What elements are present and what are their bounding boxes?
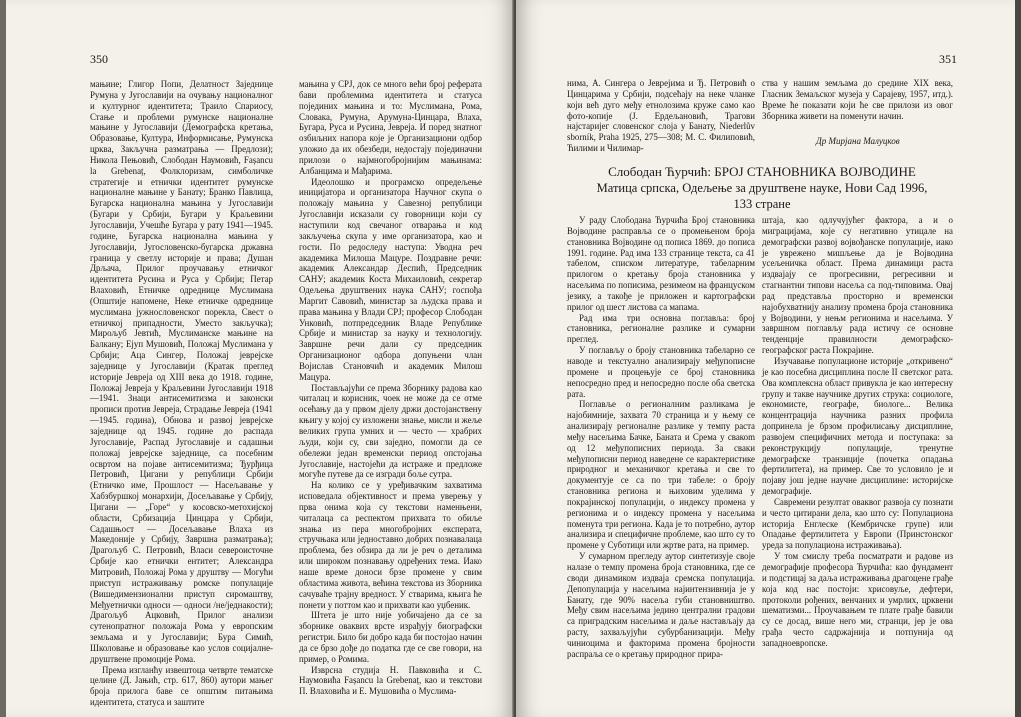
paragraph: Изврсна студија Н. Павковића и С. Наумовића Fașancu la Grebenaț, као и текстови П. Влаховића и Е. Мушовића о Муслима-: [299, 664, 482, 697]
paragraph: На колико се у уређивачким захватима исповедала објективност и према уверењу у прва онима која су текстови наменњени, читалаца са респектом прихвата то обиље знања из пера многобројних експерата, стручњака или једноставно добрих познавалаца проблема, без обзира да ли је реч о деталима или широком познавању одређених тема. Иако наше време доноси брзе промене у свим областима живота, већина текстова из Зборника сачуваће трајну вредност. У стварима, књига ће понети у поттом као и прихвати као уџбеник.: [299, 480, 482, 610]
paragraph: Штета је што није уобичајено да се за зборнике оваквих врсте израђују биографски регистри. Било би добро када би постојао начин да се брзо дође до податка где се све говори, на пример, о Ромима.: [299, 610, 482, 664]
left-column-2: [299, 79, 482, 697]
paragraph: Идеолошко и програмско опредељење иницијатора и организатора Научног скупа о положају мањина у Савезној републици Југославији исказали су говорници који су наступили код свечаног отварања и код закључења скупа у име организатора, као и гости. По редоследу наступа: Уводна реч академика Милоша Мацуре. Поздравне речи: академик Александар Деспић, Председник САНУ; академик Коста Михаиловић, секретар Одељења друштвених наука САНУ; госпођа Маргит Савовић, министар за људска права и права мањина у Влади СРЈ; професор Слободан Унковић, потпредседник Владе Републике Србије и министар за науку и технологију. Завршне речи дали су председник Организационог одбора допуњени члан Војислав Становчић и академик Милош Мацура.: [299, 176, 482, 382]
page-number-left: 350: [90, 52, 108, 66]
paragraph: У том смислу треба посматрати и радове из демографије професора Ћурчића: као фундамент и подстицај за даља истраживања драгоцене грађе која код нас постоји: хрисовуље, дефтери, протоколи рођених, венчаних и умрлих, црквени шематизми... Проучавањем те плате грађе бавили су се досад, више него ми, странци, јер је ова грађа често садржајнија и потпунија од западноевропске.: [762, 551, 953, 648]
right-column-2: [762, 215, 953, 685]
paragraph: Савремени резултат оваквог развоја су познати и често цитирани дела, као што су: Популациона историја Енглеске (Кембричске групе) или Опадање фертилитета у Европи (Принстонског уреда за популациона истраживања).: [762, 496, 953, 551]
paragraph: Поглавље о регионалним разликама је најобимније, захвата 70 страница и у њему се анализирају регионалне разлике у темпу раста међу насељима Бачке, Баната и Срема у свакоm од 12 међупописних периода. За сваки међупописни период наведене се карактеристике природног и механичког кретања и све то документује се са по три табеле: о броју становника региона и њиховим уделима у покрајинској популацији, о индексу промена у регионима и о индексу промена у насељима поменута три региона. Када је то потребно, аутор анализира и специфичне проблеме, као што су то промене у Суботици или жртве рата, на пример.: [567, 399, 755, 551]
left-page: [6, 0, 514, 717]
paragraph: Према изгланћу извештоца четврте тематске целине (Д. Јањић, стр. 617, 860) аутори мањег броја прилога баве се општим питањима идентитета, статуса и заштите: [90, 664, 273, 708]
paragraph: У поглављу о броју становника табеларно се наводе и текстуално анализирају међупописне промене и процењује се број становника непосредно пред и непосредно после оба светска рата.: [567, 345, 755, 399]
paragraph: ства у нашим земљама до средине XIX века, Гласник Земаљског музеја у Сарајеву, 1957, итд.). Време ће показати који ће све прилози из овог Зборника живети на поменути начин.: [762, 78, 953, 121]
left-column-1: [90, 79, 273, 708]
right-page-edge: [1015, 0, 1021, 717]
review-title-pages: 133 стране: [733, 197, 791, 211]
review-title-publisher: Матица српска, Одељење за друштвене науке, Нови Сад 1996,: [596, 181, 928, 195]
page-number-right: 351: [939, 52, 957, 66]
paragraph: Изучавање популационе историје „откривено“ је као посебна дисциплина после II светског рата. Ова комплексна област привукла је као интересну групу и такве научнике других струка: социологе, економисте, географе, биологе... Велика концентрација научника разних профила допринела је брзом профилисању дисциплине, развојем специфичних метода и поступака: за реконструкцију популације, тренутне демографске транзиције (почетка опадања фертилитета), на пример. Све то условило је и појаву још једне научне дисциплине: историјске демографије.: [762, 355, 953, 497]
paragraph: У сумарном прегледу аутор синтетизује своје налазе о темпу промена броја становника, где се своди динамиком издвајa сремска популација. Депопулација у насељима најинтензивнија је у Банату, где 90% насеља губи становништво. Међу свим насељима једино централни градови са приградским насељима и даље настављају да расту, захваљујући субурбанизацији. Међу чиниоцима и факторима промена бројности распраља се о кретању природног прира-: [567, 551, 755, 659]
review-title: [567, 164, 957, 212]
review-title-author-work: Слободан Ћурчић: БРОЈ СТАНОВНИКА ВОЈВОДИНЕ: [608, 164, 916, 179]
paragraph: У раду Слободана Ћурчића Број становника Војводине расправља се о промењеном броја становника Војводине од пописа 1869. до пописа 1991. године. Рад има 133 странице текста, са 41 табелом, списком литературе, табеларним прилогом о кретању броја становника у насељима по пописима, резимеом на француском језику, а такође је приложен и картографски прилог од шест листова са мапама.: [567, 215, 755, 312]
paragraph: Постављајући се према Зборнику радова као читалац и корисник, чоек не може да се отме осећању да у првом дјелу држи достојанствену књигу у којој су изложени знање, мисли и жеље великих група умних и — често — храбрих људи, који су, сви заједно, помогли да се обележи један временски период опстојања Југославије, настојећи да истраже и предложе могуће путеве да се изгради боље сутра.: [299, 382, 482, 480]
paragraph: мањине; Глигор Попи, Делатност Заједнице Румуна у Југославији на очувању националног и културног идентитета; Траило Спариосу, Стање и проблеми румунске националне мањине у Југославији (Демографска кретања, Образовање, Култура, Информисање, Румунска црква, Закључна разматрања — Предлози); Никола Пењовић, Слободан Наумовић, Fașancu la Grebenaț, Фолклоризам, симболичке стратегије и етнички идентитет румунске националне мањине у Банату; Бранко Павлица, Бугарска национална мањина у Југославији (Бугари у Србији, Бугари у Краљевини Југославији, Учешће Бугара у рату 1941—1945. године, Бугарска национална мањина у Југославији, Југословенско-бугарска државна граница у светлу историје и права; Душан Дрљача, Прилог проучавању етничког идентитета Русина и Руса у Србији; Петар Влаховић, Етничке одреднице Муслимана (Општије напомене, Неке етничке одреднице муслимана јужнословенског порекла, Свест о етничкој припадности, Уместо закључка); Мирољуб Јевтић, Муслиманске мањине на Балкану; Ејуп Мушовић, Положај Муслимана у Србији; Аца Сингер, Положај јеврејске заједнице у Југославији (Кратак преглед историје Јевреја од XIII века до 1918. године, Положај Јевреја у Краљевини Југославији 1918—1941. Знаци антисемитизма и законски прописи против Јевреја, Страдање Јевреја (1941—1945. година), Обнова и развој јеврејске заједнице од 1945. године до распада Југославије, Распад Југославије и садашњи положај јеврејске заједнице, са посебним освртом на појаве антисемитизма; Ђурђица Петровић, Цигани у републици Србији (Етничко име, Прошлост — Насељавање у Хабзбуршкој монархији, Досељавање у Србију, Цигани — „Горе“ у косовско-метохијској области, Србизација Цинцара у Србији, Садашњост — Досељавање Влаха из Македоније у Србију, Завршна разматрања); Драгољуб С. Петровић, Власи североисточне Србије као етнички ентитет; Александра Митровић, Положај Рома у друштву — Могући приступ истраживању ромске популације (Вишедимензионални приступ сиромаштву, Међуетнички односи — односи /не/једнакости); Драгољуб Ацковић, Прилог анализи сутенопратног положаја Рома у европским земљама и у Југославији; Бура Симић, Школовање и образовање као услов социјалне-друштвене промоције Рома.: [90, 79, 273, 664]
paragraph: штаја, као одлучујућег фактора, а и о миграцијама, које су негативно утицале на демографски развој војвођанске популације, иако је уврежено мишљење да је Војводина усељеничка област. Према динамици раста издвајају се прогресивни, регресивни и стагнантни типови насеља са под-типовима. Овај рад представља просторно и временски најобухватнију анализу промена броја становника у Војводини, у нењм регионима и насељима. У завршном поглављу рада истичу се основне тенденције правилности демографско-географског раста Покрајине.: [762, 215, 953, 356]
right-column-1: [567, 215, 755, 685]
paragraph: нима, А. Сингера о Јеврејима и Ђ. Петровић о Цинцарима у Србији, подсећају на неке чланке који већ дуго међу етнолозима кружe само као фото-копије (Ј. Ердељановић, Трагови најстаријег словенског слоја у Банату, Niederlův sborník, Praha 1925, 275—308; М. С. Филиповић, Ћилими и Чилимар-: [567, 78, 755, 154]
right-page: [516, 0, 1015, 717]
paragraph: Рад има три основна поглавља: број становника, регионалне разлике и сумарни преглед.: [567, 312, 755, 345]
paragraph: мањина у СРЈ, док се много већи број реферата бави проблемима идентитета и статуса појединих мањина и то: Муслимана, Рома, Словака, Румуна, Арумуна-Цинцара, Влаха, Бугара, Руса и Русина, Јевреја. И поред знатног озбиљних напора које је Организациони одбор уложио да их обезбеди, недостају појединачни прилози о најмногобројнијим мањинама: Албанцима и Мађарима.: [299, 79, 482, 176]
right-top-column-2: [762, 78, 953, 121]
reviewer-signature: Др Мирјана Малуцков: [816, 136, 900, 146]
right-top-column-1: [567, 78, 755, 163]
